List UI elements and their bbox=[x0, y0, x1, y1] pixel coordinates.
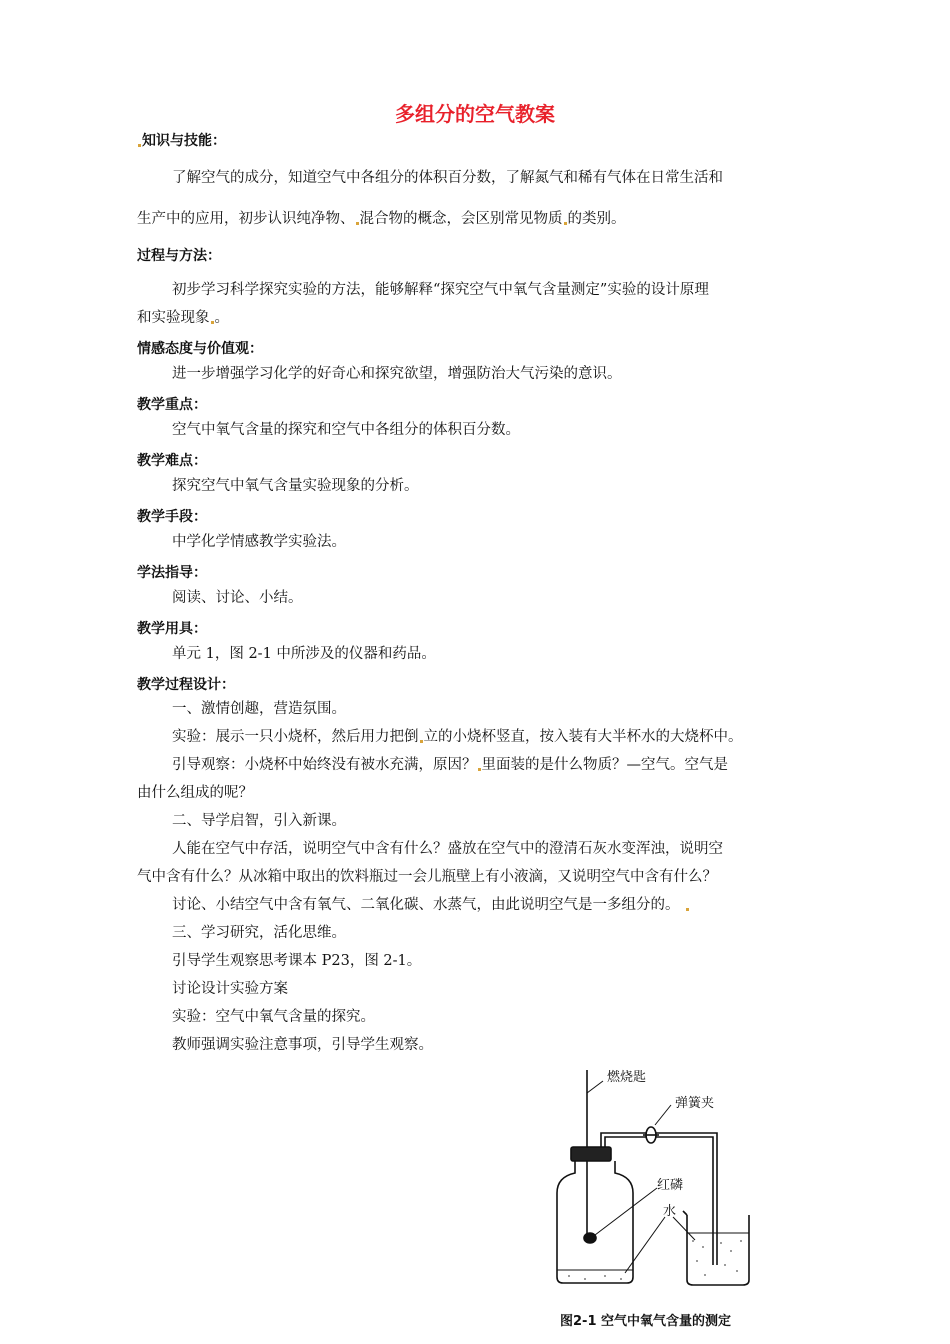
process-line-5: 人能在空气中存活，说明空气中含有什么？盛放在空气中的澄清石灰水变浑浊，说明空 bbox=[172, 841, 723, 857]
apparatus-diagram bbox=[545, 1065, 795, 1340]
delivery-tube bbox=[601, 1133, 717, 1265]
label-water: 水 bbox=[663, 1204, 677, 1219]
section-heading-tools: 教学用具： bbox=[137, 621, 207, 637]
document-title: 多组分的空气教案 bbox=[395, 102, 555, 126]
section-body-attitude: 进一步增强学习化学的好奇心和探究欲望，增强防治大气污染的意识。 bbox=[172, 366, 622, 382]
section-body-difficulty: 探究空气中氧气含量实验现象的分析。 bbox=[172, 478, 419, 494]
section-body-method: 初步学习科学探究实验的方法，能够解释“探究空气中氧气含量测定”实验的设计原理 bbox=[172, 282, 709, 298]
process-line-1: 一、激情创趣，营造氛围。 bbox=[172, 701, 346, 717]
section-heading-focus: 教学重点： bbox=[137, 397, 207, 413]
section-heading-knowledge: 知识与技能： bbox=[137, 130, 226, 150]
process-line-8: 引导学生观察思考课本 P23，图 2-1。 bbox=[172, 953, 422, 969]
mark-dot bbox=[686, 908, 689, 911]
section-heading-attitude: 情感态度与价值观： bbox=[137, 341, 263, 357]
section-heading-difficulty: 教学难点： bbox=[137, 453, 207, 469]
process-line-10: 实验：空气中氧气含量的探究。 bbox=[172, 1009, 375, 1025]
section-heading-method: 过程与方法： bbox=[137, 248, 221, 264]
phosphorus-spoon bbox=[584, 1233, 596, 1243]
process-line-9: 讨论设计实验方案 bbox=[172, 981, 288, 997]
mark-dot bbox=[211, 321, 214, 324]
mark-dot bbox=[356, 222, 359, 225]
section-body-knowledge-cont: 生产中的应用，初步认识纯净物、 混合物的概念，会区别常见物质 的类别。 bbox=[137, 211, 626, 227]
mark-dot bbox=[420, 740, 423, 743]
section-body-focus: 空气中氧气含量的探究和空气中各组分的体积百分数。 bbox=[172, 422, 520, 438]
section-heading-means: 教学手段： bbox=[137, 509, 207, 525]
label-clip: 弹簧夹 bbox=[675, 1096, 715, 1111]
process-line-6: 讨论、小结空气中含有氧气、二氧化碳、水蒸气，由此说明空气是一多组分的。 bbox=[137, 891, 817, 919]
section-heading-guidance: 学法指导： bbox=[137, 565, 207, 581]
stopper bbox=[571, 1147, 611, 1161]
figure-caption: 图2-1 空气中氧气含量的测定 bbox=[560, 1314, 732, 1329]
section-body-tools: 单元 1，图 2-1 中所涉及的仪器和药品。 bbox=[172, 646, 436, 662]
section-heading-process: 教学过程设计： bbox=[137, 677, 235, 693]
process-line-2: 实验：展示一只小烧杯，然后用力把倒 立的小烧杯竖直，按入装有大半杯水的大烧杯中。 bbox=[172, 729, 743, 745]
label-spoon: 燃烧匙 bbox=[607, 1070, 647, 1085]
mark-dot bbox=[138, 144, 141, 147]
section-body-method-cont: 和实验现象 。 bbox=[137, 310, 229, 326]
section-body-means: 中学化学情感教学实验法。 bbox=[172, 534, 346, 550]
mark-dot bbox=[564, 222, 567, 225]
process-line-4: 二、导学启智，引入新课。 bbox=[172, 813, 346, 829]
water-dots bbox=[568, 1240, 742, 1280]
beaker bbox=[687, 1215, 749, 1285]
process-line-3: 引导观察：小烧杯中始终没有被水充满，原因？ 里面装的是什么物质？—空气。空气是 bbox=[172, 757, 728, 773]
process-line-11: 教师强调实验注意事项，引导学生观察。 bbox=[172, 1037, 433, 1053]
section-body-knowledge: 了解空气的成分，知道空气中各组分的体积百分数，了解氮气和稀有气体在日常生活和 bbox=[172, 170, 723, 186]
process-line-5-cont: 气中含有什么？从冰箱中取出的饮料瓶过一会儿瓶壁上有小液滴，又说明空气中含有什么？ bbox=[137, 869, 717, 885]
label-phosphorus: 红磷 bbox=[657, 1178, 684, 1193]
process-line-3-cont: 由什么组成的呢？ bbox=[137, 785, 253, 801]
section-body-guidance: 阅读、讨论、小结。 bbox=[172, 590, 303, 606]
process-line-7: 三、学习研究，活化思维。 bbox=[172, 925, 346, 941]
collecting-bottle bbox=[557, 1161, 633, 1283]
mark-dot bbox=[478, 768, 481, 771]
